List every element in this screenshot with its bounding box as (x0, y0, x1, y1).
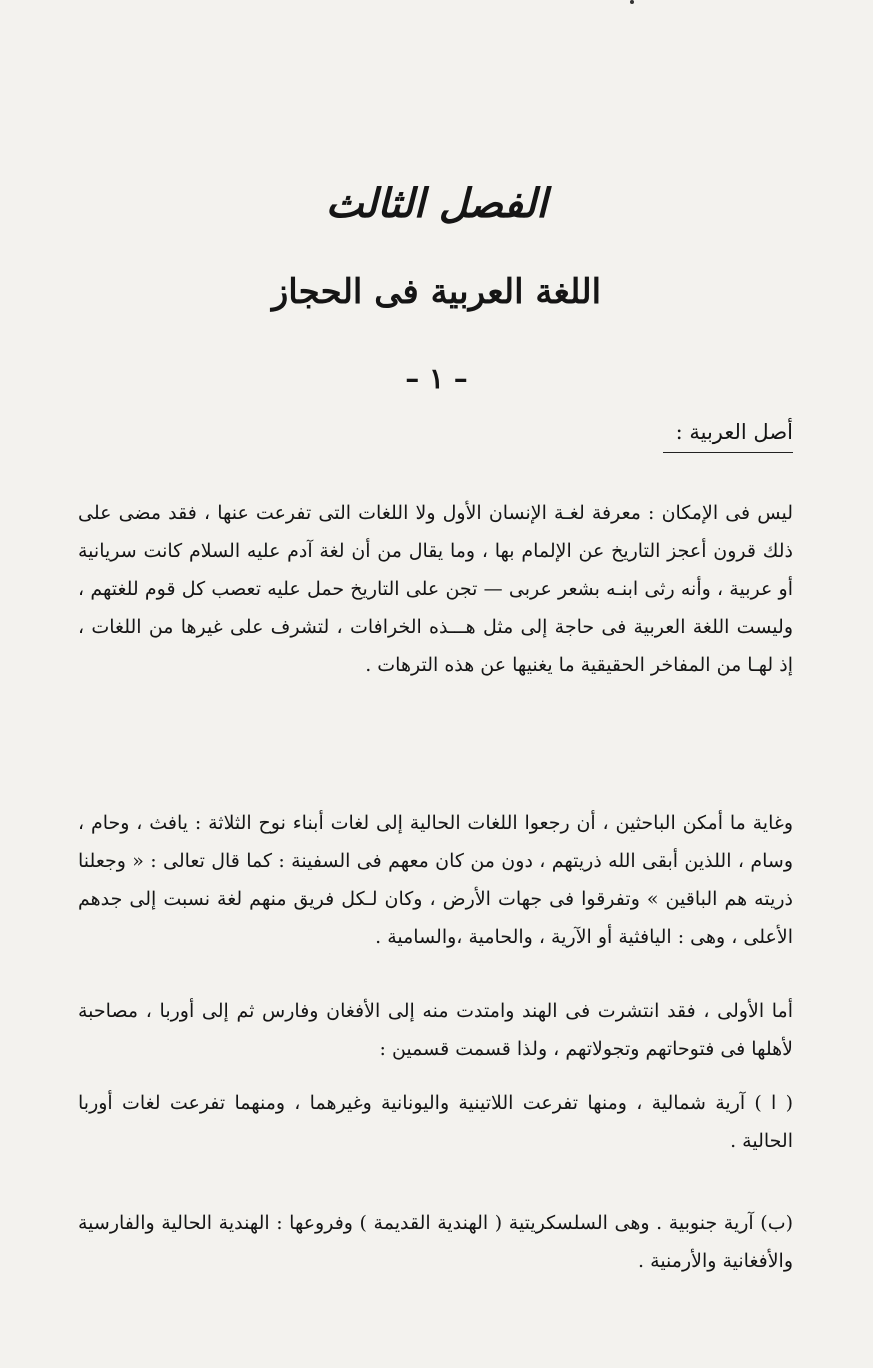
chapter-subtitle: اللغة العربية فى الحجاز (271, 272, 602, 312)
paragraph-2: وغاية ما أمكن الباحثين ، أن رجعوا اللغات الحالية إلى لغات أبناء نوح الثلاثة : يافث ، وحام ، وسام ، اللذين أبقى الله ذريتهم ، دون من كان معهم فى السفينة : كما قال تعالى : « وجعلنا ذريته هم الباقين » وتفرقوا فى جهات الأرض ، وكان لـكل فريق منهم لغة نسبت إلى جدهم الأعلى ، وهى : اليافثية أو الآرية ، والحامية ،والسامية . (78, 812, 793, 948)
chapter-title: الفصل الثالث (325, 180, 548, 227)
scan-speck (630, 0, 634, 4)
paragraph-5: (ب) آرية جنوبية . وهى السلسكريتية ( الهندية القديمة ) وفروعها : الهندية الحالية والفارسية والأفغانية والأرمنية . (78, 1212, 793, 1272)
paragraph-1: ليس فى الإمكان : معرفة لغـة الإنسان الأول ولا اللغات التى تفرعت عنها ، فقد مضى على ذلك قرون أعجز التاريخ عن الإلمام بها ، وما يقال من أن لغة آدم عليه السلام كانت سريانية أو عربية ، وأنه رثى ابنـه بشعر عربى — تجن على التاريخ حمل عليه تعصب كل قوم للغتهم ، وليست اللغة العربية فى حاجة إلى مثل هـــذه الخرافات ، لتشرف على غيرها من اللغات ، إذ لهـا من المفاخر الحقيقية ما يغنيها عن هذه الترهات . (78, 502, 793, 676)
paragraph-4: ( ا ) آرية شمالية ، ومنها تفرعت اللاتينية واليونانية وغيرهما ، ومنهما تفرعت لغات أوربا الحالية . (78, 1092, 793, 1152)
section-heading: أصل العربية : (663, 420, 793, 453)
paragraph-3: أما الأولى ، فقد انتشرت فى الهند وامتدت منه إلى الأفغان وفارس ثم إلى أوربا ، مصاحبة لأهلها فى فتوحاتهم وتجولاتهم ، ولذا قسمت قسمين : (78, 1000, 793, 1060)
section-number: – ١ – (405, 362, 468, 395)
